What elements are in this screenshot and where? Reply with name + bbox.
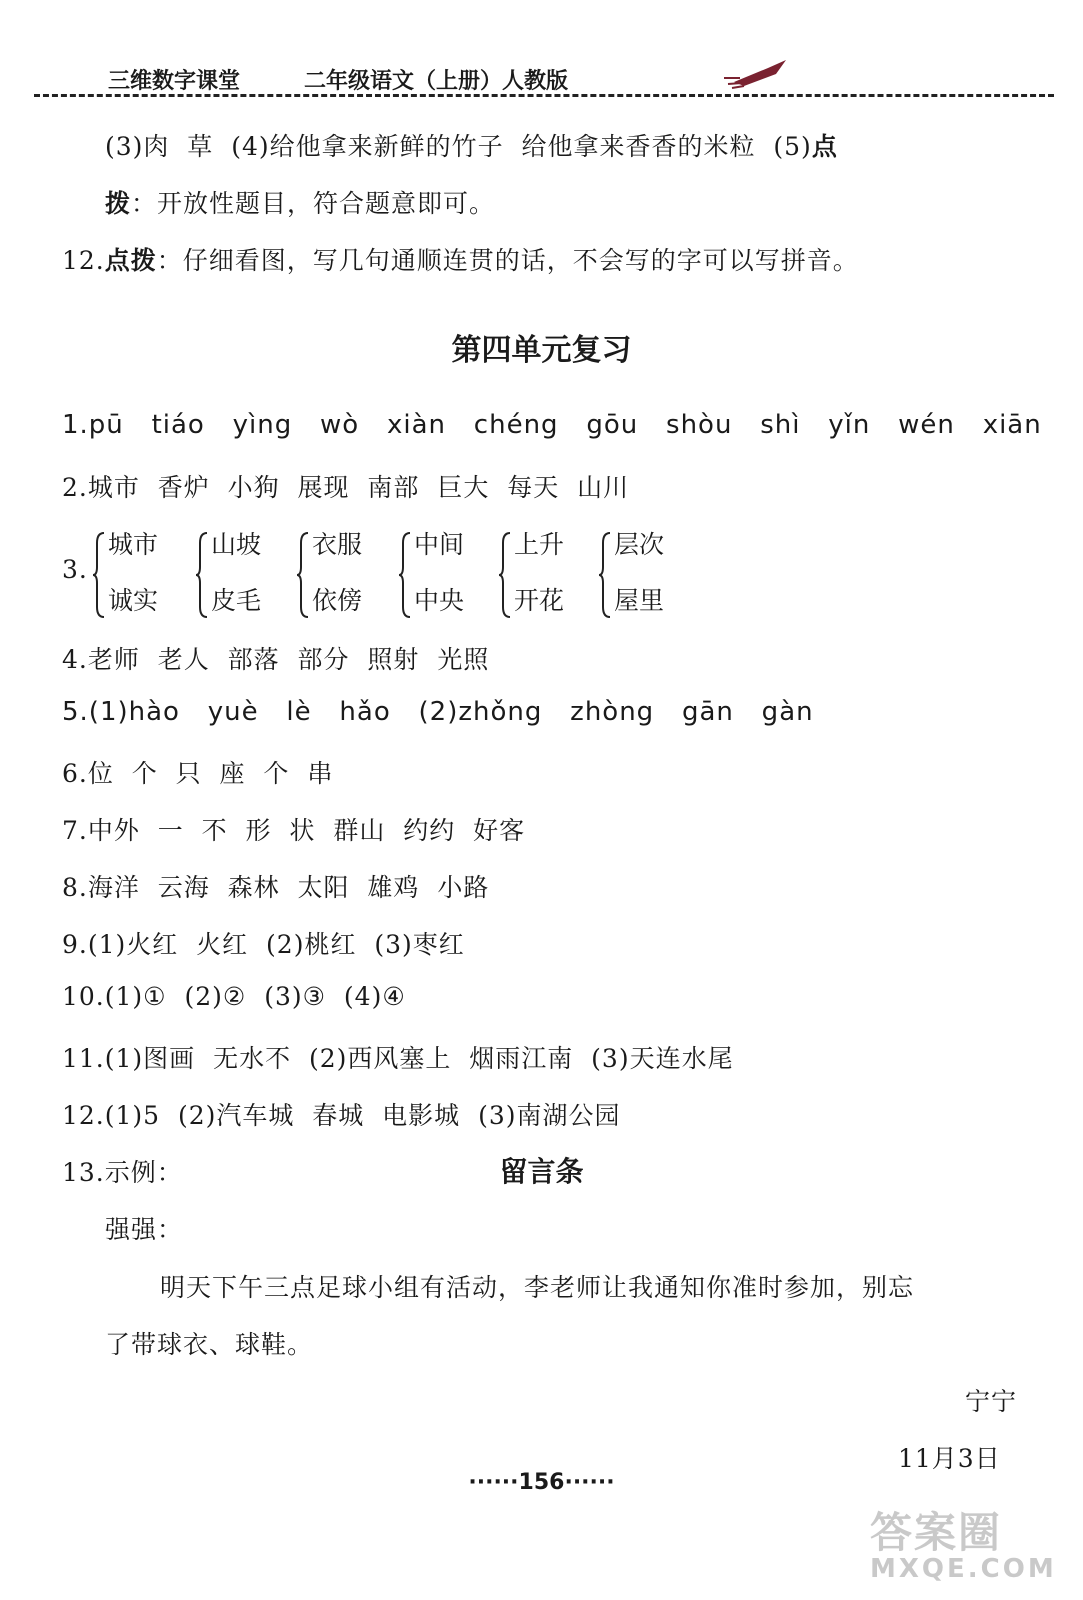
brace-word-bottom: 皮毛 bbox=[211, 586, 262, 615]
brace-icon bbox=[92, 531, 106, 619]
brace-word-top: 层次 bbox=[614, 530, 665, 559]
brace-word-top: 中间 bbox=[414, 530, 465, 559]
watermark-line-1: 答案圈 bbox=[870, 1508, 1003, 1557]
prev-answer-line-3 bbox=[62, 241, 859, 277]
answer-3-number: 3. bbox=[62, 555, 88, 584]
header-divider bbox=[34, 94, 1054, 97]
page-dots-left: ······ bbox=[468, 1470, 519, 1495]
prev-answer-line-2 bbox=[105, 184, 495, 220]
brace-icon bbox=[598, 531, 612, 619]
brace-word-bottom: 开花 bbox=[514, 586, 565, 615]
answer-5: 5.(1)hào yuè lè hǎo (2)zhǒng zhòng gān gàn bbox=[62, 697, 814, 727]
note-greeting: 强强： bbox=[105, 1215, 184, 1244]
section-title: 第四单元复习 bbox=[451, 333, 632, 368]
prev-answer-line-1 bbox=[105, 127, 838, 163]
note-body-line-1: 明天下午三点足球小组有活动，李老师让我通知你准时参加，别忘 bbox=[160, 1273, 915, 1302]
prev-text-1: (3)肉 草 (4)给他拿来新鲜的竹子 给他拿来香香的米粒 (5) bbox=[105, 132, 812, 161]
answer-10: 10.(1)① (2)② (3)③ (4)④ bbox=[62, 982, 406, 1011]
brace-icon bbox=[296, 531, 310, 619]
prev-text-2: ：开放性题目，符合题意即可。 bbox=[131, 189, 496, 218]
prev-bold-3: 点拨 bbox=[104, 246, 157, 275]
note-date: 11月3日 bbox=[898, 1444, 1001, 1473]
page-dots-right: ······ bbox=[564, 1470, 615, 1495]
page-header bbox=[34, 60, 1054, 100]
brace-word-top: 衣服 bbox=[312, 530, 363, 559]
note-body-line-2: 了带球衣、球鞋。 bbox=[105, 1330, 314, 1359]
answer-12: 12.(1)5 (2)汽车城 春城 电影城 (3)南湖公园 bbox=[62, 1101, 621, 1130]
header-book-title: 二年级语文（上册）人教版 bbox=[304, 69, 569, 94]
answer-9: 9.(1)火红 火红 (2)桃红 (3)枣红 bbox=[62, 930, 465, 959]
prev-num-3: 12. bbox=[62, 246, 105, 275]
answer-7: 7.中外 一 不 形 状 群山 约约 好客 bbox=[62, 816, 526, 845]
brace-icon bbox=[498, 531, 512, 619]
prev-bold-1: 点 bbox=[811, 132, 838, 161]
brace-word-top: 上升 bbox=[514, 530, 565, 559]
watermark-logo bbox=[870, 1500, 1057, 1584]
answer-2: 2.城市 香炉 小狗 展现 南部 巨大 每天 山川 bbox=[62, 473, 630, 502]
answer-1: 1.pū tiáo yìng wò xiàn chéng gōu shòu shì yǐn wén xiān bbox=[62, 410, 1042, 440]
note-title: 留言条 bbox=[499, 1155, 584, 1188]
page-number-value: 156 bbox=[518, 1470, 565, 1495]
brace-word-bottom: 依傍 bbox=[312, 586, 363, 615]
answer-6: 6.位 个 只 座 个 串 bbox=[62, 759, 334, 788]
note-signature: 宁宁 bbox=[965, 1387, 1018, 1416]
header-brand: 三维数字课堂 bbox=[108, 69, 241, 94]
answer-8: 8.海洋 云海 森林 太阳 雄鸡 小路 bbox=[62, 873, 490, 902]
answer-11: 11.(1)图画 无水不 (2)西风塞上 烟雨江南 (3)天连水尾 bbox=[62, 1044, 734, 1073]
brace-icon bbox=[195, 531, 209, 619]
answer-4: 4.老师 老人 部落 部分 照射 光照 bbox=[62, 645, 490, 674]
rocket-icon bbox=[724, 56, 794, 94]
brace-word-bottom: 诚实 bbox=[108, 586, 159, 615]
page-number bbox=[0, 1470, 1083, 1495]
answer-13: 13.示例： bbox=[62, 1158, 183, 1187]
brace-word-bottom: 中央 bbox=[414, 586, 465, 615]
brace-word-bottom: 屋里 bbox=[614, 586, 665, 615]
prev-text-3: ：仔细看图，写几句通顺连贯的话，不会写的字可以写拼音。 bbox=[156, 246, 859, 275]
brace-word-top: 城市 bbox=[108, 530, 159, 559]
prev-bold-2: 拨 bbox=[105, 189, 132, 218]
watermark-line-2: MXQE.COM bbox=[870, 1554, 1057, 1584]
brace-icon bbox=[398, 531, 412, 619]
brace-word-top: 山坡 bbox=[211, 530, 262, 559]
